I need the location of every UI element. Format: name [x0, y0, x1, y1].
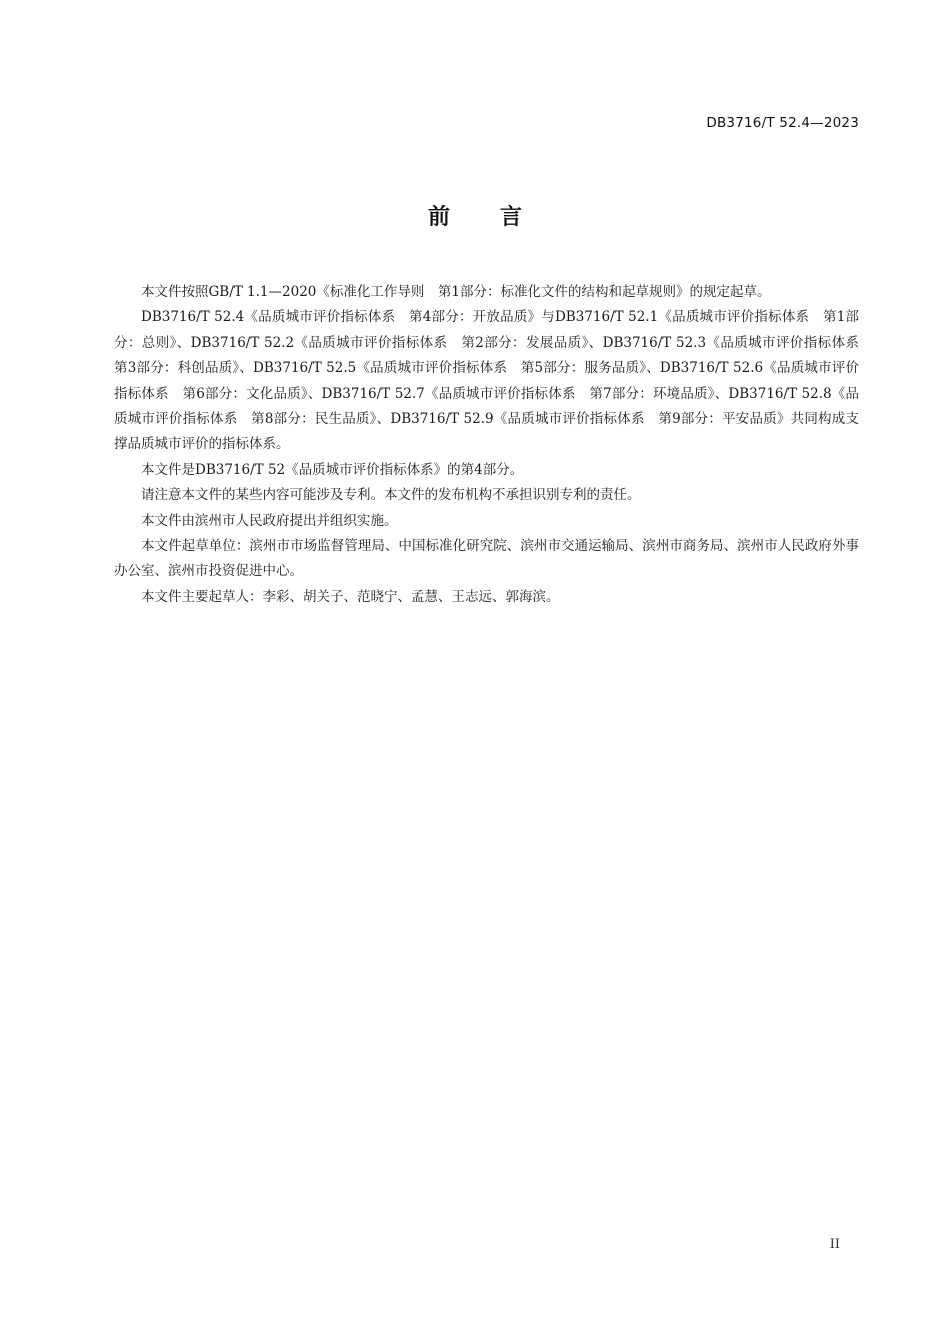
- paragraph-drafters: 本文件主要起草人：李彩、胡关子、范晓宁、孟慧、王志远、郭海滨。: [141, 588, 560, 605]
- foreword-body: [114, 280, 873, 610]
- paragraph-patent-notice: 请注意本文件的某些内容可能涉及专利。本文件的发布机构不承担识别专利的责任。: [141, 487, 641, 504]
- page-number: II: [829, 1237, 840, 1252]
- page-title: 前言: [427, 205, 572, 230]
- paragraph-drafting-units: 本文件起草单位：滨州市市场监督管理局、中国标准化研究院、滨州市交通运输局、滨州市商务局、滨州市人民政府外事办公室、滨州市投资促进中心。: [114, 538, 859, 580]
- paragraph-part-statement: 本文件是DB3716/T 52《品质城市评价指标体系》的第4部分。: [141, 461, 524, 478]
- faint-watermark: [250, 890, 691, 1235]
- document-code: DB3716/T 52.4—2023: [706, 115, 859, 131]
- paragraph-drafting-rule: 本文件按照GB/T 1.1—2020《标准化工作导则 第1部分：标准化文件的结构和起草规则》的规定起草。: [141, 284, 771, 300]
- paragraph-proposer: 本文件由滨州市人民政府提出并组织实施。: [141, 512, 398, 529]
- paragraph-series-relation: DB3716/T 52.4《品质城市评价指标体系 第4部分：开放品质》与DB3716/T 52.1《品质城市评价指标体系 第1部分：总则》、DB3716/T 52.2《品质城市评价指标体系 第2部分：发展品质》、DB3716/T 52.3《品质城市评价指标体系 第3部分：科创品质》、DB3716/T 52.5《品质城市评价指标体系 第5部分：服务品质》、DB3716/T 52.6《品质城市评价指标体系 第6部分：文化品质》、DB3716/T 52.7《品质城市评价指标体系 第7部分：环境品质》、DB3716/T 52.8《品质城市评价指标体系 第8部分：民生品质》、DB3716/T 52.9《品质城市评价指标体系 第9部分：平安品质》共同构成支撑品质城市评价的指标体系。: [114, 309, 873, 453]
